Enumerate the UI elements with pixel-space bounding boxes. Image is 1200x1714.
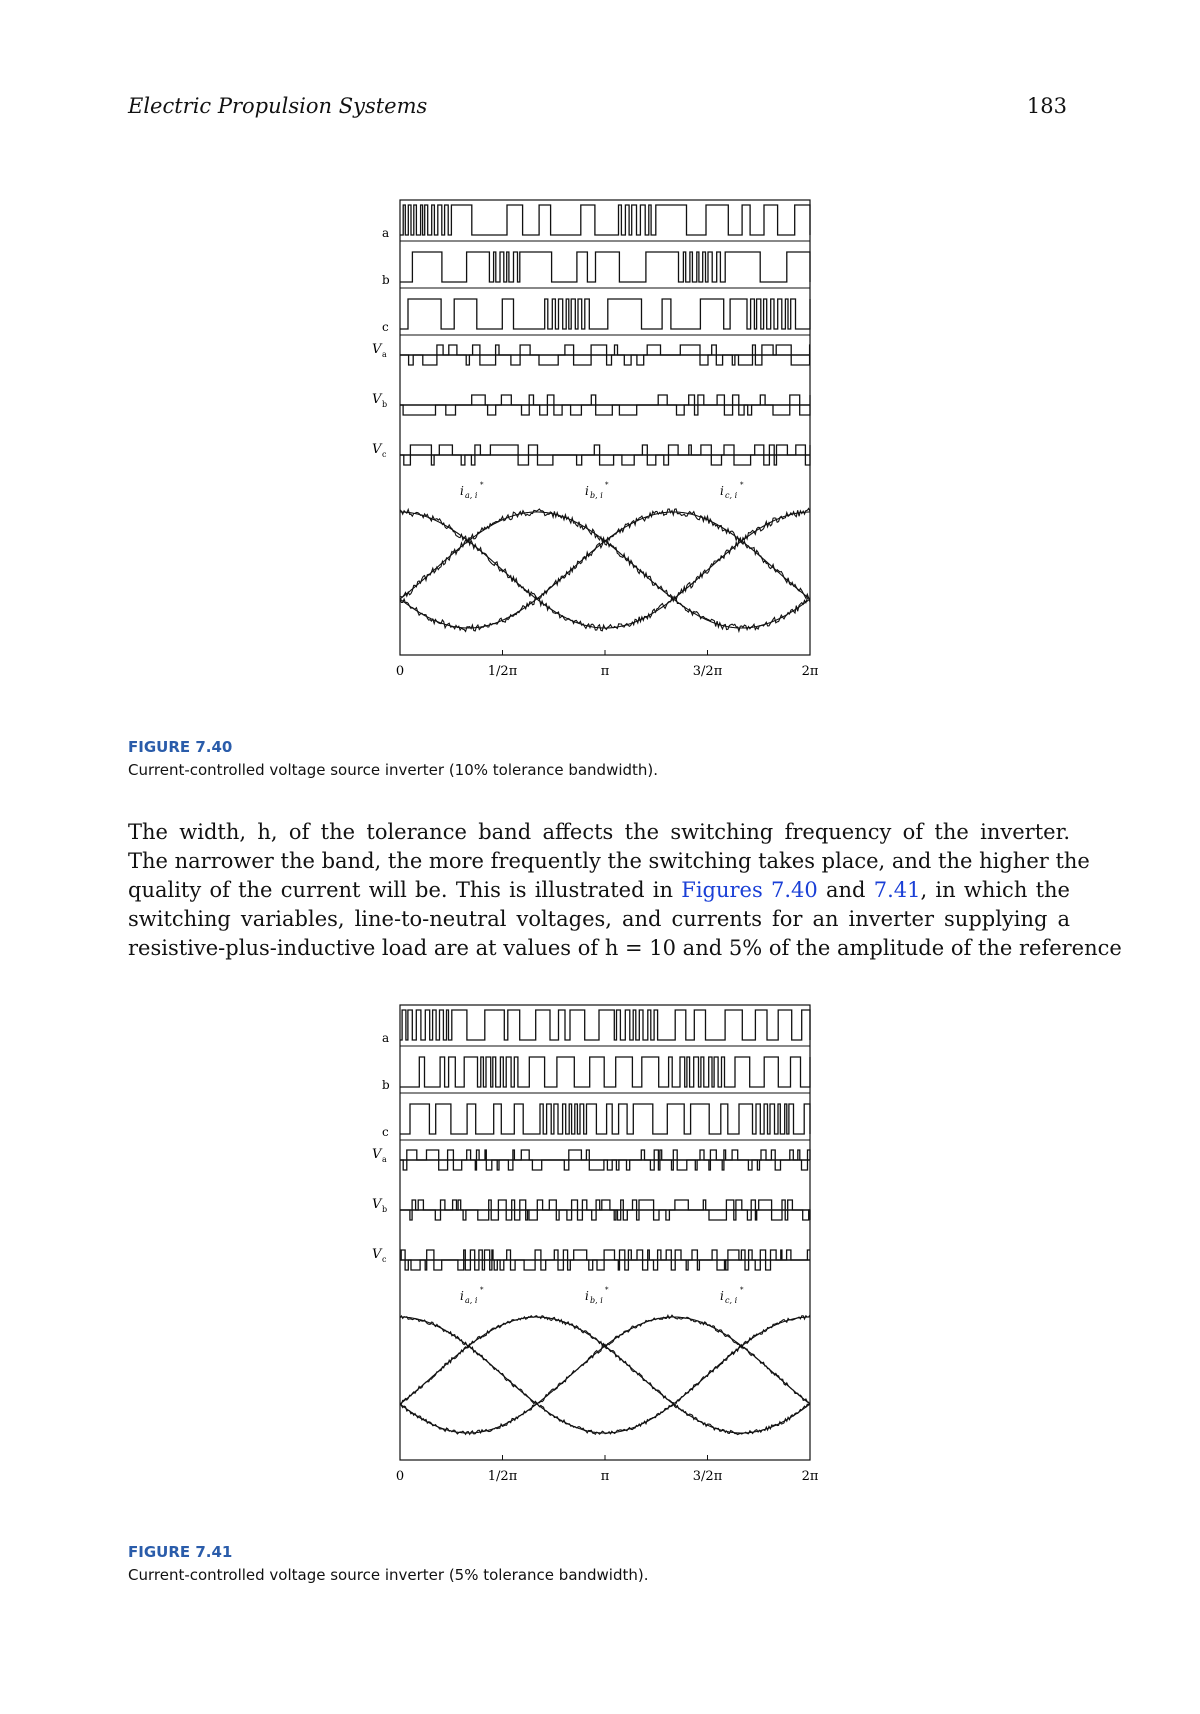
reference-current-curve: [400, 1317, 810, 1433]
current-label-sub: b, i: [590, 1296, 603, 1305]
current-label: i: [585, 1289, 589, 1303]
switching-trace: [400, 1057, 810, 1087]
current-label-sup: *: [605, 481, 609, 489]
paragraph-text: , in which the: [920, 878, 1070, 902]
actual-current-curve: [400, 1315, 810, 1434]
actual-current-curve: [400, 1316, 810, 1435]
switching-waveform: [400, 205, 810, 235]
switching-waveform: [400, 1104, 810, 1134]
current-label: i: [720, 484, 724, 498]
current-label-sub: a, i: [465, 491, 478, 500]
voltage-row-label: V: [372, 392, 382, 407]
reference-current-curve: [400, 512, 810, 628]
voltage-row-subscript: c: [382, 450, 387, 459]
current-label: i: [460, 484, 464, 498]
x-tick-label: 1/2π: [487, 1469, 518, 1484]
actual-current-curve: [400, 509, 810, 631]
figure-7-40-label: FIGURE 7.40: [128, 738, 233, 756]
row-label: c: [382, 1125, 389, 1139]
page-number: 183: [1026, 94, 1067, 118]
reference-current-curve: [400, 512, 810, 628]
current-label: i: [460, 1289, 464, 1303]
paragraph-text: quality of the current will be. This is illustrated in: [128, 878, 674, 902]
x-tick-label: 0: [395, 1469, 405, 1484]
switching-trace: [400, 299, 810, 329]
current-label-sub: c, i: [725, 1296, 738, 1305]
voltage-row-subscript: a: [382, 350, 387, 359]
x-tick-label: 3/2π: [692, 1469, 723, 1484]
reference-current-curve: [400, 1317, 810, 1433]
running-head: Electric Propulsion Systems: [128, 94, 428, 118]
current-label: i: [720, 1289, 724, 1303]
voltage-row-label: V: [372, 1197, 382, 1212]
x-tick-label: 3/2π: [692, 664, 723, 679]
current-label: i: [585, 484, 589, 498]
x-tick-label: π: [600, 1469, 610, 1484]
figure-7-40-plot: [370, 195, 830, 715]
current-label-sup: *: [480, 1286, 484, 1294]
figure-7-41-caption: Current-controlled voltage source inverter (5% tolerance bandwidth).: [128, 1566, 649, 1584]
switching-waveform: [400, 1057, 810, 1087]
row-label: b: [382, 273, 390, 287]
voltage-row-subscript: b: [382, 1205, 388, 1214]
paragraph-line: resistive-plus-inductive load are at values of h = 10 and 5% of the amplitude of the reference: [128, 936, 1122, 960]
current-label-sup: *: [480, 481, 484, 489]
x-tick-label: 1/2π: [487, 664, 518, 679]
voltage-row-subscript: c: [382, 1255, 387, 1264]
switching-waveform: [400, 252, 810, 282]
voltage-row-subscript: a: [382, 1155, 387, 1164]
voltage-row-label: V: [372, 342, 382, 357]
switching-waveform: [400, 1010, 810, 1040]
paragraph-line: The narrower the band, the more frequently the switching takes place, and the higher the: [128, 849, 1090, 873]
actual-current-curve: [400, 509, 810, 632]
row-label: c: [382, 320, 389, 334]
figure-7-41: [370, 1000, 830, 1524]
current-label-sup: *: [740, 481, 744, 489]
switching-trace: [400, 1104, 810, 1134]
x-tick-label: π: [600, 664, 610, 679]
row-label: b: [382, 1078, 390, 1092]
figure-7-41-link[interactable]: 7.41: [873, 878, 921, 902]
row-label: a: [382, 1031, 390, 1045]
voltage-row-label: V: [372, 442, 382, 457]
voltage-row-subscript: b: [382, 400, 388, 409]
figure-frame: [400, 1005, 810, 1460]
figure-7-41-plot: [370, 1000, 830, 1520]
paragraph-line: The width, h, of the tolerance band affects the switching frequency of the inverter.: [128, 820, 1070, 844]
current-label-sup: *: [740, 1286, 744, 1294]
figure-7-40-caption: Current-controlled voltage source inverter (10% tolerance bandwidth).: [128, 761, 659, 779]
actual-current-curve: [400, 509, 810, 631]
switching-waveform: [400, 299, 810, 329]
current-label-sub: b, i: [590, 491, 603, 500]
reference-current-curve: [400, 1317, 810, 1433]
switching-trace: [400, 252, 810, 282]
paragraph-line: [128, 876, 1070, 905]
current-label-sup: *: [605, 1286, 609, 1294]
switching-trace: [400, 205, 810, 235]
reference-current-curve: [400, 512, 810, 628]
x-tick-label: 2π: [801, 664, 819, 679]
figure-7-41-label: FIGURE 7.41: [128, 1543, 233, 1561]
current-label-sub: a, i: [465, 1296, 478, 1305]
voltage-row-label: V: [372, 1147, 382, 1162]
figure-7-40-link[interactable]: Figures 7.40: [681, 878, 818, 902]
row-label: a: [382, 226, 390, 240]
x-tick-label: 2π: [801, 1469, 819, 1484]
voltage-row-label: V: [372, 1247, 382, 1262]
actual-current-curve: [400, 1315, 810, 1434]
figure-frame: [400, 200, 810, 655]
current-label-sub: c, i: [725, 491, 738, 500]
switching-trace: [400, 1010, 810, 1040]
figure-7-40: [370, 195, 830, 719]
paragraph-line: switching variables, line-to-neutral voltages, and currents for an inverter supplying a: [128, 907, 1070, 931]
body-paragraph: [128, 818, 1122, 963]
x-tick-label: 0: [395, 664, 405, 679]
paragraph-text: and: [825, 878, 866, 902]
